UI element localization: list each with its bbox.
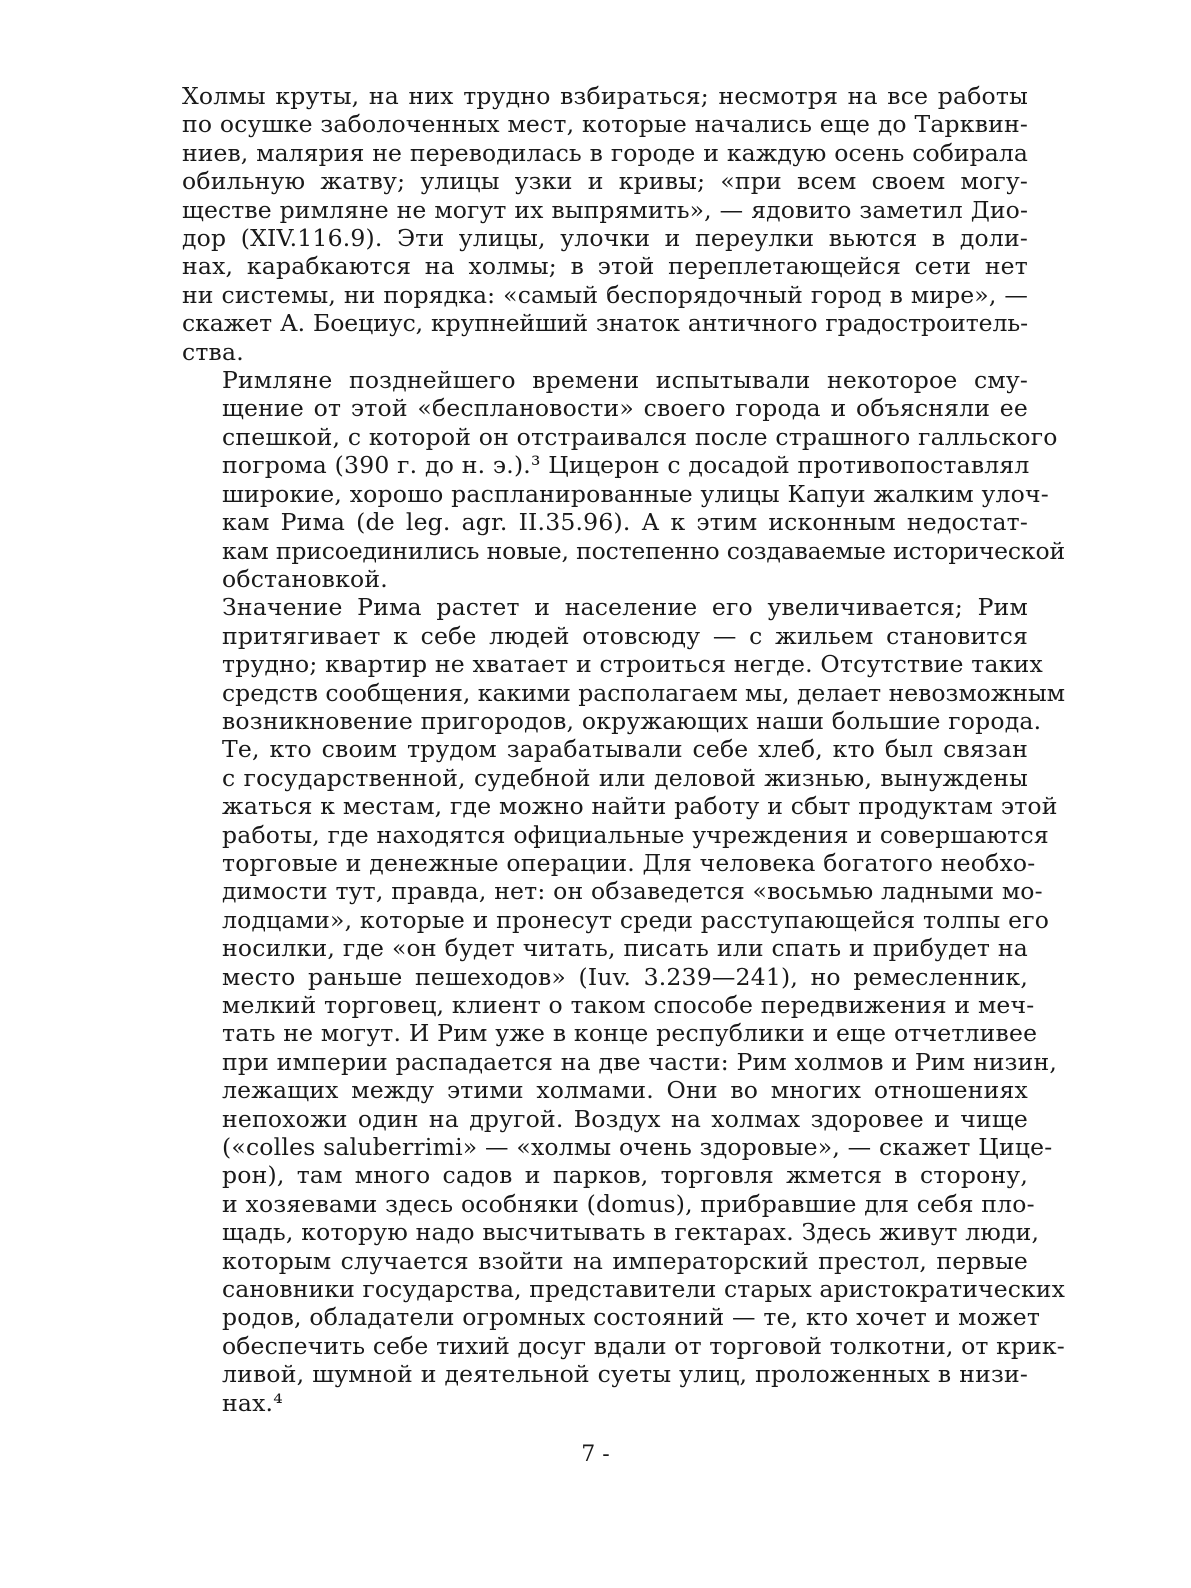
paragraph: [182, 366, 1065, 593]
text-line: обильную жатву; улицы узки и кривы; «при всем своем могу-: [182, 167, 1028, 196]
text-line: родов, обладатели огромных состояний — те, кто хочет и может: [222, 1303, 1041, 1332]
text-line: скажет А. Боециус, крупнейший знаток античного градостроитель-: [182, 309, 1028, 338]
text-line: Римляне позднейшего времени испытывали некоторое сму-: [222, 366, 1028, 395]
text-line: нах.⁴: [222, 1388, 283, 1417]
text-line: широкие, хорошо распланированные улицы Капуи жалким улоч-: [222, 479, 1049, 508]
text-line: по осушке заболоченных мест, которые начались еще до Тарквин-: [182, 110, 1028, 139]
text-line: с государственной, судебной или деловой жизнью, вынуждены: [222, 763, 1028, 792]
text-line: носилки, где «он будет читать, писать или спать и прибудет на: [222, 934, 1028, 963]
text-line: обстановкой.: [222, 564, 388, 593]
text-line: ниев, малярия не переводилась в городе и каждую осень собирала: [182, 138, 1028, 167]
text-line: трудно; квартир не хватает и строиться негде. Отсутствие таких: [222, 650, 1043, 679]
text-line: ни системы, ни порядка: «самый беспорядочный город в мире», —: [182, 280, 1028, 309]
text-line: обеспечить себе тихий досуг вдали от торговой толкотни, от крик-: [222, 1331, 1065, 1360]
text-line: жаться к местам, где можно найти работу и сбыт продуктам этой: [222, 792, 1058, 821]
text-line: («colles saluberrimi» — «холмы очень здоровые», — скажет Цице-: [222, 1133, 1053, 1162]
text-line: лодцами», которые и пронесут среди расступающейся толпы его: [222, 905, 1050, 934]
text-line: щадь, которую надо высчитывать в гектарах. Здесь живут люди,: [222, 1218, 1040, 1247]
text-line: ливой, шумной и деятельной суеты улиц, проложенных в низи-: [222, 1360, 1028, 1389]
text-line: и хозяевами здесь особняки (domus), прибравшие для себя пло-: [222, 1189, 1035, 1218]
text-line: мелкий торговец, клиент о таком способе передвижения и меч-: [222, 991, 1035, 1019]
text-line: Значение Рима растет и население его увеличивается; Рим: [222, 593, 1028, 622]
text-line: средств сообщения, какими располагаем мы, делает невозможным: [222, 678, 1065, 707]
text-line: при империи распадается на две части: Рим холмов и Рим низин,: [222, 1047, 1058, 1076]
text-line: ства.: [182, 337, 244, 366]
text-line: место раньше пешеходов» (Iuv. 3.239—241), но ремесленник,: [222, 962, 1028, 991]
text-line: рон), там много садов и парков, торговля жмется в сторону,: [222, 1161, 1028, 1190]
text-line: торговые и денежные операции. Для человека богатого необхо-: [222, 848, 1036, 877]
text-line: щение от этой «бесплановости» своего города и объясняли ее: [222, 394, 1028, 423]
text-line: Те, кто своим трудом зарабатывали себе хлеб, кто был связан: [222, 735, 1028, 764]
text-line: ществе римляне не могут их выпрямить», — ядовито заметил Дио-: [182, 195, 1028, 224]
text-line: притягивает к себе людей отовсюду — с жильем становится: [222, 621, 1028, 650]
body-text: [182, 82, 1065, 1417]
text-line: кам Рима (de leg. agr. II.35.96). А к этим исконным недостат-: [222, 508, 1028, 537]
text-line: сановники государства, представители старых аристократических: [222, 1275, 1065, 1304]
paragraph: [182, 593, 1065, 1417]
text-line: работы, где находятся официальные учреждения и совершаются: [222, 820, 1049, 849]
text-line: кам присоединились новые, постепенно создаваемые исторической: [222, 536, 1065, 565]
text-line: димости тут, правда, нет: он обзаведется «восьмью ладными мо-: [222, 877, 1043, 906]
paragraph: [182, 82, 1028, 366]
text-line: Холмы круты, на них трудно взбираться; несмотря на все работы: [182, 82, 1028, 110]
text-line: непохожи один на другой. Воздух на холмах здоровее и чище: [222, 1104, 1028, 1133]
text-line: погрома (390 г. до н. э.).³ Цицерон с досадой противопоставлял: [222, 451, 1030, 480]
text-line: тать не могут. И Рим уже в конце республики и еще отчетливее: [222, 1019, 1038, 1048]
text-line: возникновение пригородов, окружающих наши большие города.: [222, 706, 1042, 735]
text-line: которым случается взойти на императорский престол, первые: [222, 1246, 1028, 1275]
text-line: спешкой, с которой он отстраивался после страшного галльского: [222, 422, 1058, 451]
page-number: 7 -: [581, 1442, 610, 1467]
text-line: нах, карабкаются на холмы; в этой переплетающейся сети нет: [182, 252, 1028, 281]
text-line: лежащих между этими холмами. Они во многих отношениях: [222, 1076, 1028, 1105]
text-line: дор (XIV.116.9). Эти улицы, улочки и переулки вьются в доли-: [182, 224, 1028, 253]
